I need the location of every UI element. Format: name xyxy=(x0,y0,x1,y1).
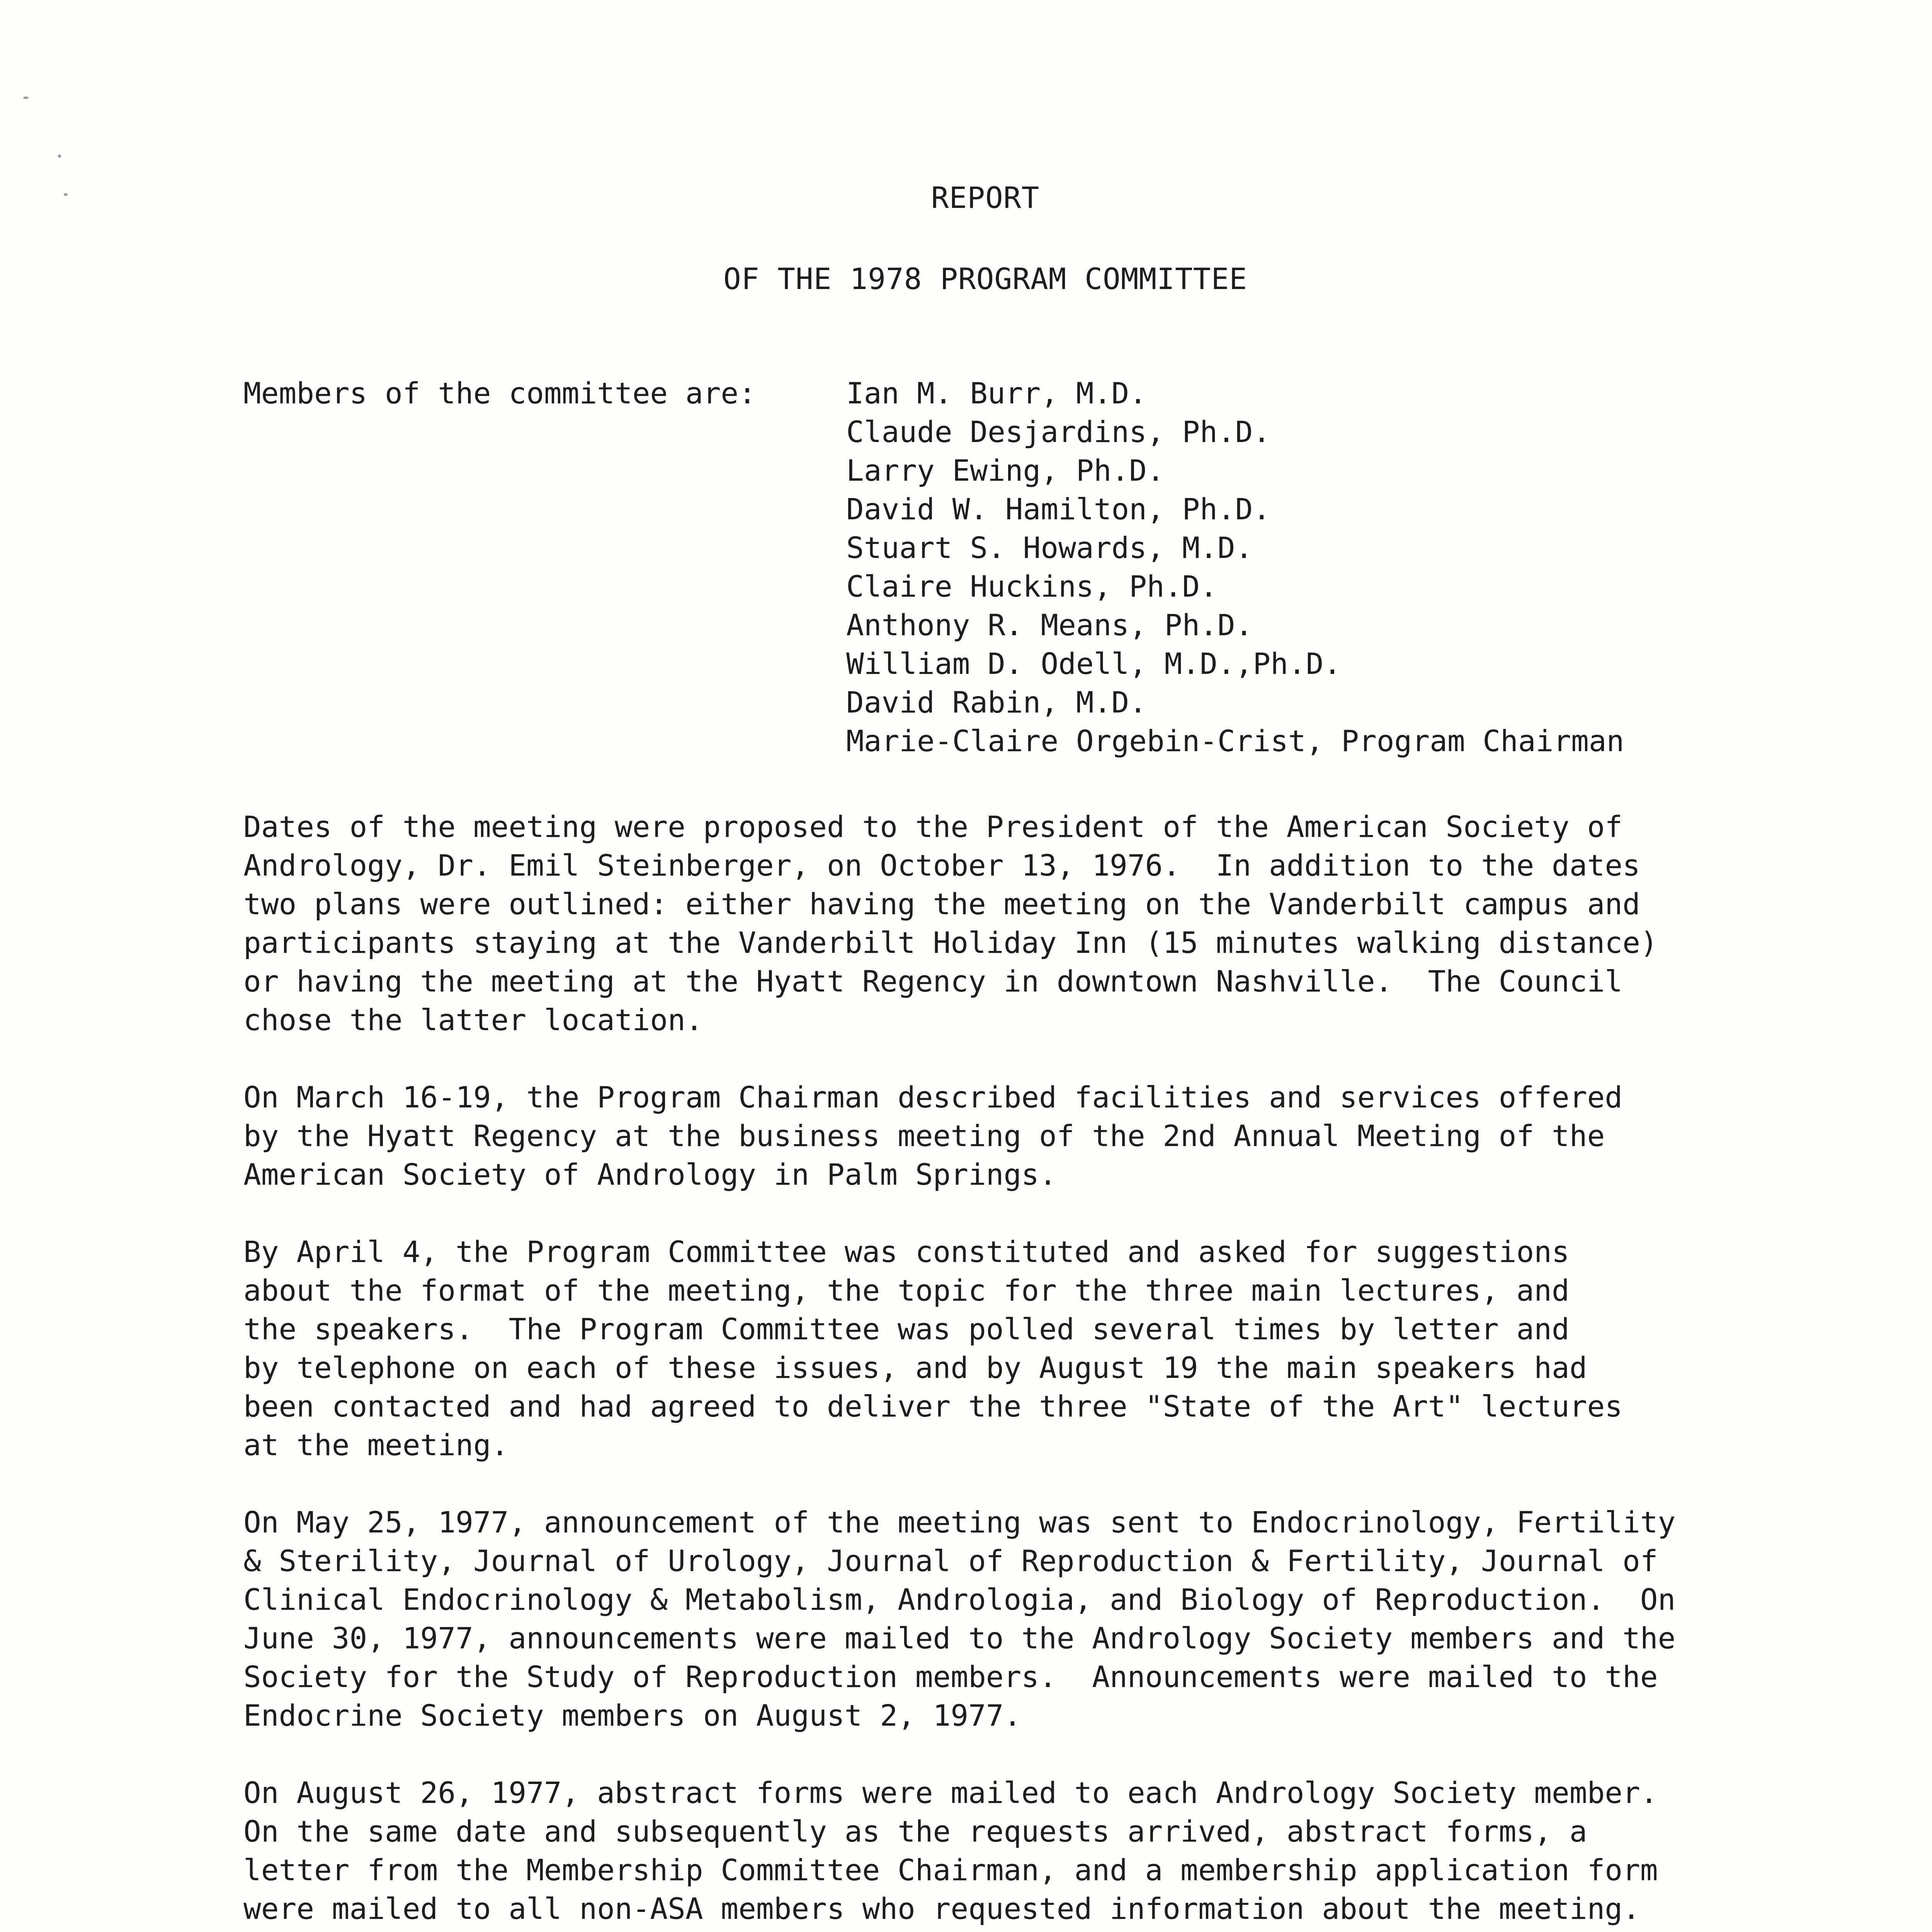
member-item: David Rabin, M.D. xyxy=(846,685,1147,719)
paragraph-abstract-forms: On August 26, 1977, abstract forms were mailed to each Andrology Society member. On the same date and subsequently as the requests arrived, abstract forms, a letter from the Membership Committee Chairman, and a membership application form were mailed to all non-ASA members who requested information about the meeting. xyxy=(243,1776,1658,1926)
paragraph-announcements: On May 25, 1977, announcement of the meeting was sent to Endocrinology, Fertility & Sterility, Journal of Urology, Journal of Reproduction & Fertility, Journal of Clinical Endocrinology & Metabolism, Andrologia, and Biology of Reproduction. On June 30, 1977, announcements were mailed to the Andrology Society members and the Society for the Study of Reproduction members. Announcements were mailed to the Endocrine Society members on August 2, 1977. xyxy=(243,1505,1676,1733)
members-list xyxy=(846,374,1624,760)
member-item: Anthony R. Means, Ph.D. xyxy=(846,608,1253,642)
report-title: REPORT xyxy=(931,180,1040,215)
paragraph-committee-constituted: By April 4, the Program Committee was constituted and asked for suggestions about the format of the meeting, the topic for the three main lectures, and the speakers. The Program Committee was polled several times by letter and by telephone on each of these issues, and by August 19 the main speakers had been contacted and had agreed to deliver the three "State of the Art" lectures at the meeting. xyxy=(243,1235,1622,1462)
member-item: Marie-Claire Orgebin-Crist, Program Chairman xyxy=(846,724,1624,758)
scan-speck xyxy=(23,97,29,99)
member-item: Stuart S. Howards, M.D. xyxy=(846,531,1253,565)
member-item: David W. Hamilton, Ph.D. xyxy=(846,492,1271,526)
member-item: Claire Huckins, Ph.D. xyxy=(846,569,1218,604)
paragraph-meeting-dates: Dates of the meeting were proposed to the President of the American Society of Andrology, Dr. Emil Steinberger, on October 13, 1976. In addition to the dates two plans were outlined: either having the meeting on the Vanderbilt campus and participants staying at the Vanderbilt Holiday Inn (15 minutes walking distance) or having the meeting at the Hyatt Regency in downtown Nashville. The Council chose the latter location. xyxy=(243,810,1658,1037)
member-item: Larry Ewing, Ph.D. xyxy=(846,453,1165,488)
members-label: Members of the committee are: xyxy=(243,376,756,410)
scan-speck xyxy=(58,155,61,158)
member-item: Claude Desjardins, Ph.D. xyxy=(846,415,1271,449)
member-item: William D. Odell, M.D.,Ph.D. xyxy=(846,646,1342,681)
paragraph-palm-springs: On March 16-19, the Program Chairman described facilities and services offered by the Hyatt Regency at the business meeting of the 2nd Annual Meeting of the American Society of Andrology in Palm Springs. xyxy=(243,1080,1622,1192)
member-item: Ian M. Burr, M.D. xyxy=(846,376,1147,410)
report-subtitle: OF THE 1978 PROGRAM COMMITTEE xyxy=(723,262,1247,296)
